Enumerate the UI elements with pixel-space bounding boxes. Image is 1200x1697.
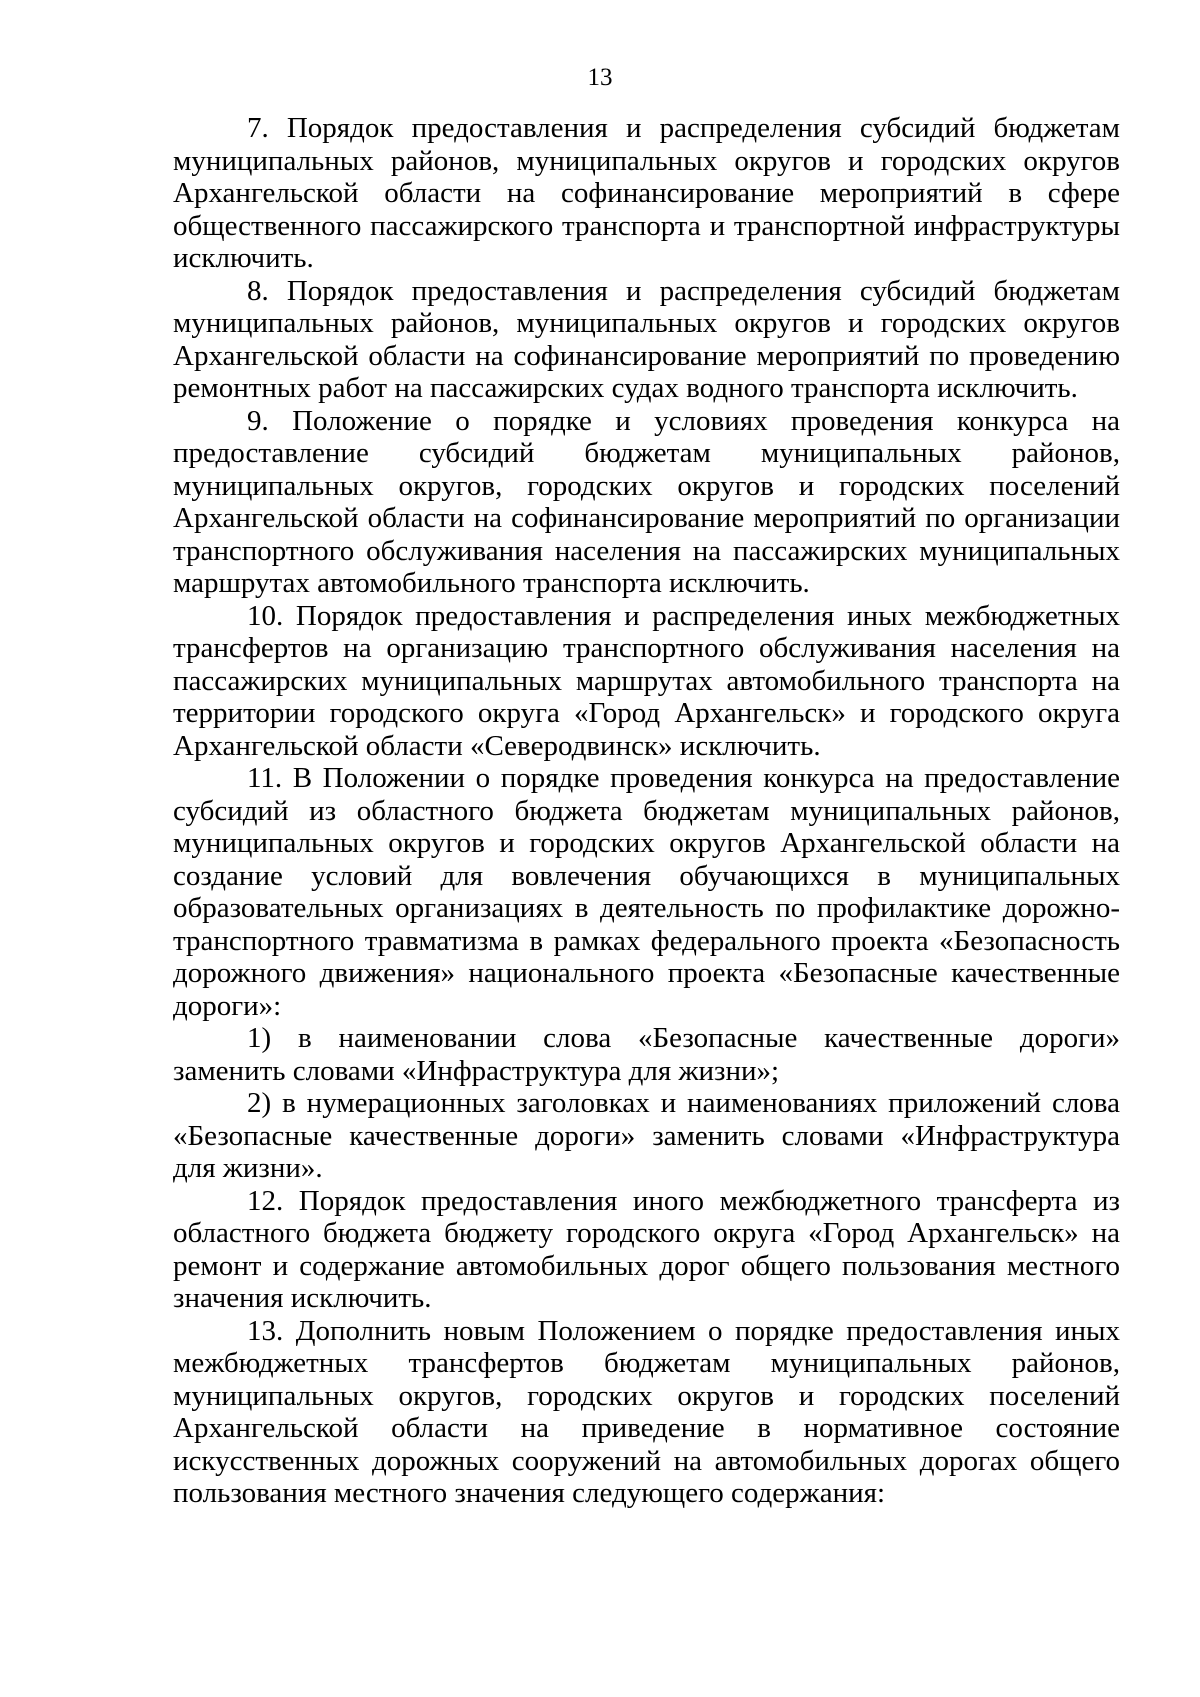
paragraph-subitem-2: 2) в нумерационных заголовках и наименованиях приложений слова «Безопасные качественные дороги» заменить словами «Инфраструктура для жизни». — [173, 1087, 1120, 1184]
paragraph-item-9: 9. Положение о порядке и условиях проведения конкурса на предоставление субсидий бюджетам муниципальных районов, муниципальных округов, городских округов и городских поселений Архангельской области на софинансирование мероприятий по организации транспортного обслуживания населения на пассажирских муниципальных маршрутах автомобильного транспорта исключить. — [173, 404, 1120, 599]
paragraph-subitem-1: 1) в наименовании слова «Безопасные качественные дороги» заменить словами «Инфраструктура для жизни»; — [173, 1022, 1120, 1087]
document-body — [173, 112, 1120, 1510]
paragraph-item-11: 11. В Положении о порядке проведения конкурса на предоставление субсидий из областного бюджета бюджетам муниципальных районов, муниципальных округов и городских округов Архангельской области на создание условий для вовлечения обучающихся в муниципальных образовательных организациях в деятельность по профилактике дорожно-транспортного травматизма в рамках федерального проекта «Безопасность дорожного движения» национального проекта «Безопасные качественные дороги»: — [173, 762, 1120, 1022]
paragraph-item-10: 10. Порядок предоставления и распределения иных межбюджетных трансфертов на организацию транспортного обслуживания населения на пассажирских муниципальных маршрутах автомобильного транспорта на территории городского округа «Город Архангельск» и городского округа Архангельской области «Северодвинск» исключить. — [173, 599, 1120, 762]
paragraph-item-8: 8. Порядок предоставления и распределения субсидий бюджетам муниципальных районов, муниципальных округов и городских округов Архангельской области на софинансирование мероприятий по проведению ремонтных работ на пассажирских судах водного транспорта исключить. — [173, 274, 1120, 404]
paragraph-item-13: 13. Дополнить новым Положением о порядке предоставления иных межбюджетных трансфертов бюджетам муниципальных районов, муниципальных округов, городских округов и городских поселений Архангельской области на приведение в нормативное состояние искусственных дорожных сооружений на автомобильных дорогах общего пользования местного значения следующего содержания: — [173, 1314, 1120, 1509]
paragraph-item-12: 12. Порядок предоставления иного межбюджетного трансферта из областного бюджета бюджету городского округа «Город Архангельск» на ремонт и содержание автомобильных дорог общего пользования местного значения исключить. — [173, 1184, 1120, 1314]
paragraph-item-7: 7. Порядок предоставления и распределения субсидий бюджетам муниципальных районов, муниципальных округов и городских округов Архангельской области на софинансирование мероприятий в сфере общественного пассажирского транспорта и транспортной инфраструктуры исключить. — [173, 112, 1120, 274]
page-number: 13 — [587, 64, 613, 91]
